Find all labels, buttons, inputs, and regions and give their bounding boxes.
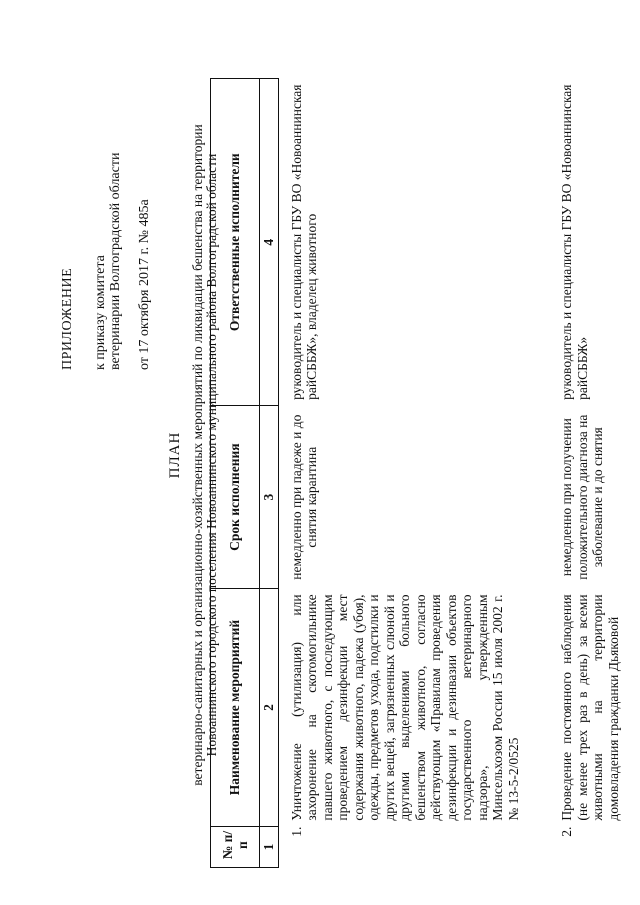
table-row bbox=[521, 79, 621, 868]
column-number: 2 bbox=[260, 588, 279, 826]
row-number: 2. bbox=[559, 826, 574, 837]
plan-title: ПЛАН bbox=[167, 431, 183, 479]
row-number: 1. bbox=[288, 826, 304, 837]
column-number-row bbox=[260, 79, 279, 868]
table-row bbox=[278, 79, 521, 868]
row-term: немедленно при получении положительного диагноза на заболевание и до снятия bbox=[559, 414, 605, 580]
plan-subtitle-line-1: ветеринарно-санитарных и организационно-хозяйственных мероприятий по ликвидации бешенства на территории bbox=[189, 124, 205, 786]
header-number: № п/п bbox=[211, 827, 260, 868]
appendix-header bbox=[60, 70, 152, 370]
column-number: 4 bbox=[260, 79, 279, 406]
appendix-title: ПРИЛОЖЕНИЕ bbox=[60, 267, 75, 370]
plan-table bbox=[210, 78, 621, 868]
row-responsible: руководитель и специалисты ГБУ ВО «Новоаннинская райСББЖ», владелец животного bbox=[288, 84, 319, 400]
header-responsible: Ответственные исполнители bbox=[211, 79, 260, 406]
appendix-date: от 17 октября 2017 г. № 485а bbox=[137, 199, 152, 370]
appendix-line-2: ветеринарии Волгоградской области bbox=[108, 152, 123, 370]
column-number: 1 bbox=[260, 827, 279, 868]
row-responsible: руководитель и специалисты ГБУ ВО «Новоаннинская райСББЖ» bbox=[559, 84, 590, 400]
plan-subtitle-line-2: Новоаннинского городского поселения Новоаннинского муниципального района Волгоградской области bbox=[204, 153, 219, 757]
row-action: Проведение постоянного наблюдения (не менее трех раз в день) за всеми животными на территории домовладения гражданки Дьяковой bbox=[559, 594, 621, 821]
header-action: Наименование мероприятий bbox=[211, 588, 260, 826]
column-number: 3 bbox=[260, 406, 279, 589]
row-action: Уничтожение (утилизация) или захоронение на скотомогильнике павшего животного, с последующим проведением дезинфекции мест содержания животного, падежа (убоя), одежды, предметов ухода, подстилки и других вещей, загрязненных слюной и другими выделениями больного бешенством животного, согласно действующим «Правилам проведения дезинфекции и дезинвазии объектов государственного ветеринарного надзора», утвержденным Минсельхозом России 15 июля 2002 г. № 13-5-2/0525 bbox=[288, 594, 521, 821]
header-term: Срок исполнения bbox=[211, 406, 260, 589]
appendix-line-1: к приказу комитета bbox=[93, 255, 108, 370]
table-header-row bbox=[211, 79, 260, 868]
row-term: немедленно при падеже и до снятия карантина bbox=[288, 414, 319, 580]
